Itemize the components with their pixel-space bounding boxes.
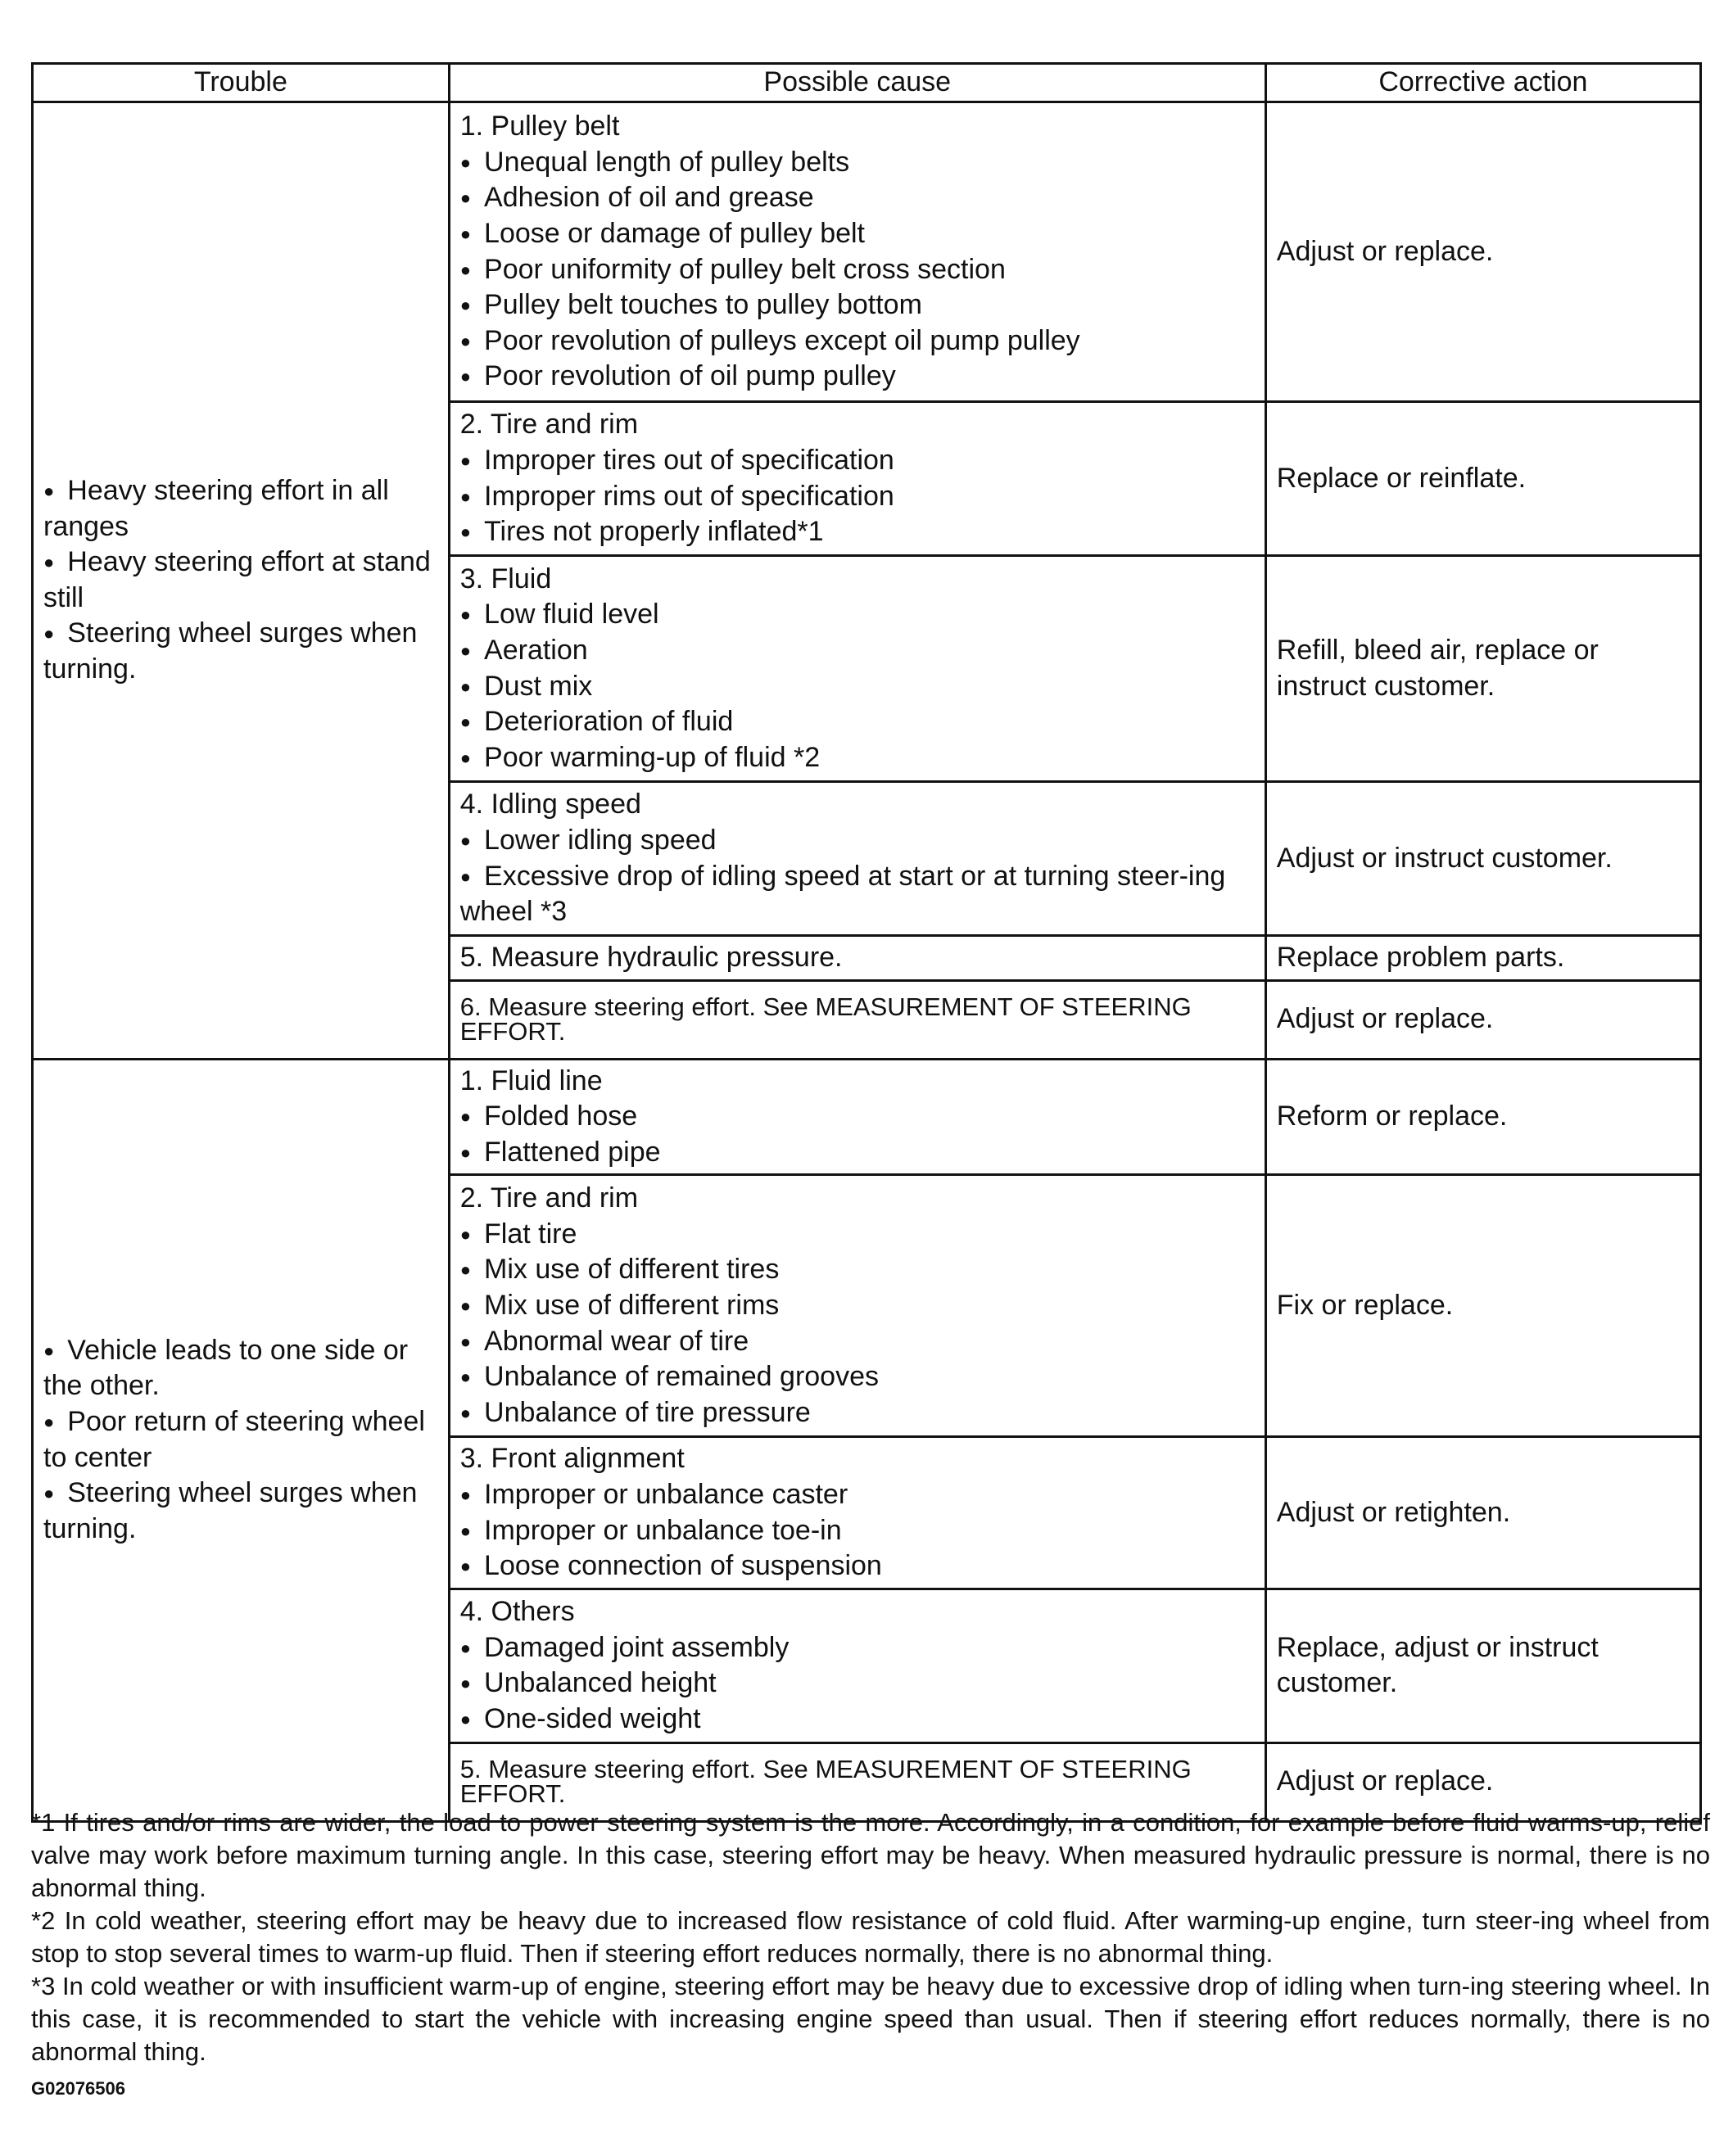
footnote-2: *2 In cold weather, steering effort may be heavy due to increased flow resistance of cold fluid. After warming-up engine, turn steer-ing wheel from stop to stop several times to warm-up fluid. Then if steering effort reduces normally, there is no abnormal thing. (31, 1906, 1710, 1968)
cause-item: ● Improper or unbalance caster (460, 1477, 1255, 1513)
corrective-action-cell: Refill, bleed air, replace or instruct customer. (1265, 556, 1700, 782)
corrective-action-cell: Replace problem parts. (1265, 936, 1700, 981)
table-header-row (33, 64, 1701, 102)
cause-title: 3. Front alignment (459, 1443, 685, 1475)
cause-item: ● Adhesion of oil and grease (460, 180, 1255, 216)
cause-item: ● Folded hose (460, 1099, 1255, 1135)
cause-cell (449, 102, 1265, 402)
corrective-action-cell: Adjust or retighten. (1265, 1437, 1700, 1589)
cause-item: ● Dust mix (460, 669, 1255, 705)
cause-cell (449, 402, 1265, 556)
cause-title: 4. Others (459, 1596, 575, 1628)
corrective-action-cell: Reform or replace. (1265, 1059, 1700, 1175)
corrective-action-cell: Adjust or instruct customer. (1265, 782, 1700, 936)
cause-cell (449, 1437, 1265, 1589)
footnote-1: *1 If tires and/or rims are wider, the load to power steering system is the more. Accordingly, in a condition, for example before fluid warms-up, relief valve may work before maximum turning angle. In this case, steering effort may be heavy. When measured hydraulic pressure is normal, there is no abnormal thing. (31, 1808, 1710, 1902)
cause-item: ● Poor revolution of oil pump pulley (460, 359, 1255, 395)
cause-item: ● Improper tires out of specification (460, 443, 1255, 479)
cause-item: ● Loose or damage of pulley belt (460, 216, 1255, 252)
cause-cell (449, 1175, 1265, 1437)
header-corrective-action: Corrective action (1265, 64, 1700, 102)
footnote-3: *3 In cold weather or with insufficient warm-up of engine, steering effort may be heavy due to excessive drop of idling when turn-ing steering wheel. In this case, it is recommended to start the vehicle with increasing engine speed than usual. Then if steering effort reduces normally, there is no abnormal thing. (31, 1972, 1710, 2066)
cause-cell (449, 782, 1265, 936)
figure-code: G02076506 (31, 2078, 125, 2099)
cause-item: ● Flat tire (460, 1217, 1255, 1253)
corrective-action-cell: Adjust or replace. (1265, 980, 1700, 1059)
cause-item: ● Mix use of different rims (460, 1288, 1255, 1324)
cause-title: 3. Fluid (459, 563, 552, 594)
cause-item: ● Unequal length of pulley belts (460, 145, 1255, 181)
trouble-item: ● Vehicle leads to one side or the other. (43, 1333, 438, 1404)
cause-item: ● One-sided weight (460, 1702, 1255, 1738)
footnotes (31, 1806, 1710, 2068)
cause-item: ● Flattened pipe (460, 1135, 1255, 1171)
cause-title: 5. Measure steering effort. See MEASUREMENT OF STEERING EFFORT. (459, 1755, 1192, 1809)
cause-item: ● Abnormal wear of tire (460, 1324, 1255, 1360)
cause-item: ● Unbalance of remained grooves (460, 1359, 1255, 1395)
cause-title: 5. Measure hydraulic pressure. (459, 942, 843, 973)
table-row (33, 102, 1701, 402)
cause-cell (449, 1059, 1265, 1175)
header-possible-cause: Possible cause (449, 64, 1265, 102)
table-row (33, 1059, 1701, 1175)
header-trouble: Trouble (33, 64, 450, 102)
cause-item: ● Poor warming-up of fluid *2 (460, 740, 1255, 776)
cause-item: ● Mix use of different tires (460, 1252, 1255, 1288)
corrective-action-cell: Replace or reinflate. (1265, 402, 1700, 556)
cause-item: ● Damaged joint assembly (460, 1630, 1255, 1666)
cause-item: ● Aeration (460, 633, 1255, 669)
trouble-item: ● Steering wheel surges when turning. (43, 1476, 438, 1547)
cause-cell (449, 1589, 1265, 1742)
cause-item: ● Poor uniformity of pulley belt cross section (460, 252, 1255, 288)
cause-item: ● Excessive drop of idling speed at start or at turning steer-ing wheel *3 (460, 859, 1255, 930)
cause-item: ● Poor revolution of pulleys except oil pump pulley (460, 323, 1255, 359)
cause-item: ● Pulley belt touches to pulley bottom (460, 287, 1255, 323)
trouble-item: ● Heavy steering effort in all ranges (43, 473, 438, 545)
cause-cell (449, 980, 1265, 1059)
cause-title: 2. Tire and rim (459, 1182, 639, 1214)
trouble-item: ● Steering wheel surges when turning. (43, 616, 438, 687)
cause-title: 1. Fluid line (459, 1064, 603, 1096)
cause-item: ● Unbalance of tire pressure (460, 1395, 1255, 1431)
cause-title: 1. Pulley belt (459, 111, 620, 142)
cause-item: ● Lower idling speed (460, 823, 1255, 859)
cause-title: 4. Idling speed (459, 789, 641, 820)
cause-item: ● Loose connection of suspension (460, 1548, 1255, 1584)
cause-item: ● Low fluid level (460, 597, 1255, 633)
cause-title: 2. Tire and rim (459, 409, 639, 441)
cause-item: ● Tires not properly inflated*1 (460, 514, 1255, 550)
trouble-item: ● Poor return of steering wheel to center (43, 1404, 438, 1476)
cause-item: ● Improper or unbalance toe-in (460, 1513, 1255, 1549)
cause-cell (449, 936, 1265, 981)
trouble-cell (33, 102, 450, 1060)
cause-cell (449, 556, 1265, 782)
corrective-action-cell: Replace, adjust or instruct customer. (1265, 1589, 1700, 1742)
trouble-cell (33, 1059, 450, 1821)
trouble-item: ● Heavy steering effort at stand still (43, 545, 438, 616)
cause-title: 6. Measure steering effort. See MEASUREMENT OF STEERING EFFORT. (459, 992, 1192, 1046)
corrective-action-cell: Fix or replace. (1265, 1175, 1700, 1437)
cause-item: ● Improper rims out of specification (460, 479, 1255, 515)
corrective-action-cell: Adjust or replace. (1265, 102, 1700, 402)
troubleshooting-table (31, 62, 1702, 1823)
cause-item: ● Unbalanced height (460, 1666, 1255, 1702)
cause-item: ● Deterioration of fluid (460, 704, 1255, 740)
corrective-action-cell: Adjust or replace. (1265, 1742, 1700, 1821)
